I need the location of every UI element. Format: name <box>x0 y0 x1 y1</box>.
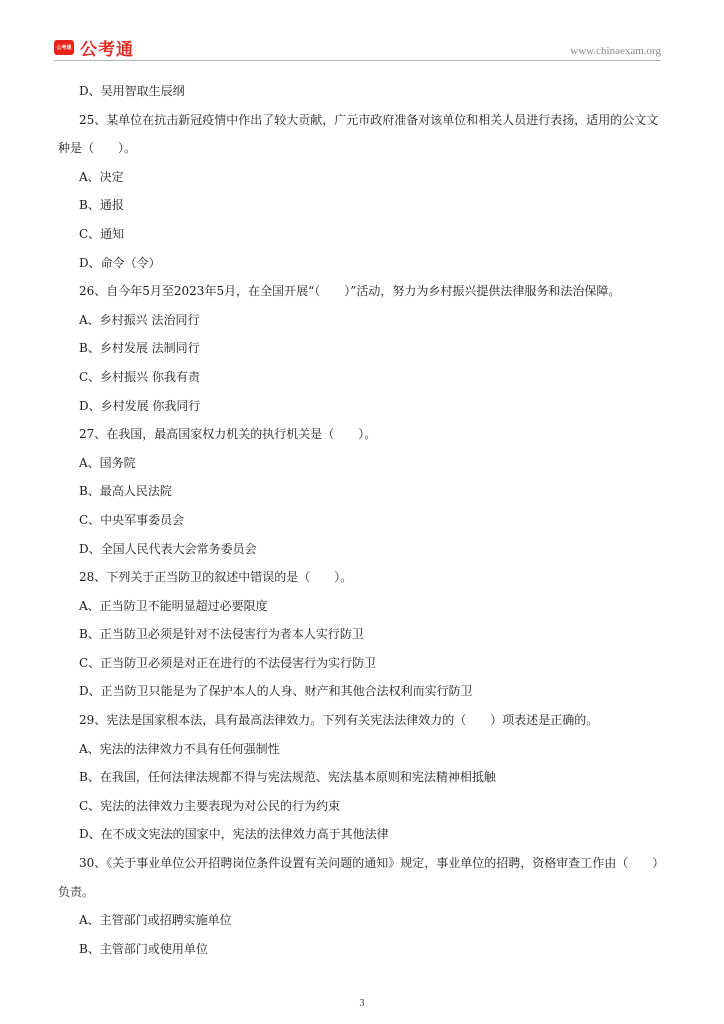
option-line: C、正当防卫必须是对正在进行的不法侵害行为实行防卫 <box>79 655 377 670</box>
option-line: C、中央军事委员会 <box>79 512 185 527</box>
option-line: D、吴用智取生辰纲 <box>79 84 185 98</box>
option-line: D、在不成文宪法的国家中，宪法的法律效力高于其他法律 <box>79 827 389 842</box>
header-divider <box>54 60 661 61</box>
option-line: B、在我国，任何法律法规都不得与宪法规范、宪法基本原则和宪法精神相抵触 <box>79 770 496 785</box>
option-line: D、命令（令） <box>79 255 161 270</box>
page-header <box>0 0 724 64</box>
option-line: A、决定 <box>79 169 124 184</box>
option-line: D、乡村发展 你我同行 <box>79 398 201 413</box>
option-line: B、正当防卫必须是针对不法侵害行为者本人实行防卫 <box>79 627 364 642</box>
question-stem: 25、某单位在抗击新冠疫情中作出了较大贡献，广元市政府准备对该单位和相关人员进行表扬，适用的公文文种是（ ）。 <box>58 112 659 156</box>
option-line: A、宪法的法律效力不具有任何强制性 <box>79 741 280 756</box>
site-url: www.chinaexam.org <box>570 45 661 57</box>
option-line: D、正当防卫只能是为了保护本人的人身、财产和其他合法权利而实行防卫 <box>79 684 473 699</box>
option-line: A、正当防卫不能明显超过必要限度 <box>79 598 268 613</box>
option-line: B、最高人民法院 <box>79 484 172 499</box>
option-line: B、主管部门或使用单位 <box>79 941 208 956</box>
option-line: A、主管部门或招聘实施单位 <box>79 913 232 928</box>
option-line: D、全国人民代表大会常务委员会 <box>79 541 257 556</box>
option-line: B、乡村发展 法制同行 <box>79 341 200 356</box>
option-line: C、宪法的法律效力主要表现为对公民的行为约束 <box>79 798 341 813</box>
question-stem: 30、《关于事业单位公开招聘岗位条件设置有关问题的通知》规定，事业单位的招聘，资格审查工作由（ ）负责。 <box>58 856 665 899</box>
question-stem: 28、下列关于正当防卫的叙述中错误的是（ ）。 <box>79 570 353 585</box>
option-line: C、通知 <box>79 226 125 241</box>
page-number: 3 <box>359 998 365 1009</box>
question-stem: 27、在我国，最高国家权力机关的执行机关是（ ）。 <box>79 427 377 442</box>
document-body <box>58 77 670 963</box>
option-line: C、乡村振兴 你我有责 <box>79 369 200 384</box>
logo-text: 公考通 <box>80 40 134 60</box>
option-line: A、乡村振兴 法治同行 <box>79 312 200 327</box>
option-line: B、通报 <box>79 198 124 213</box>
question-stem: 26、自今年5月至2023年5月，在全国开展“（ ）”活动，努力为乡村振兴提供法律服务和法治保障。 <box>79 284 621 299</box>
logo-badge-icon: 公考通 <box>54 40 74 55</box>
logo[interactable] <box>54 35 134 60</box>
question-stem: 29、宪法是国家根本法，具有最高法律效力。下列有关宪法法律效力的（ ）项表述是正确的。 <box>79 713 599 728</box>
option-line: A、国务院 <box>79 455 136 470</box>
